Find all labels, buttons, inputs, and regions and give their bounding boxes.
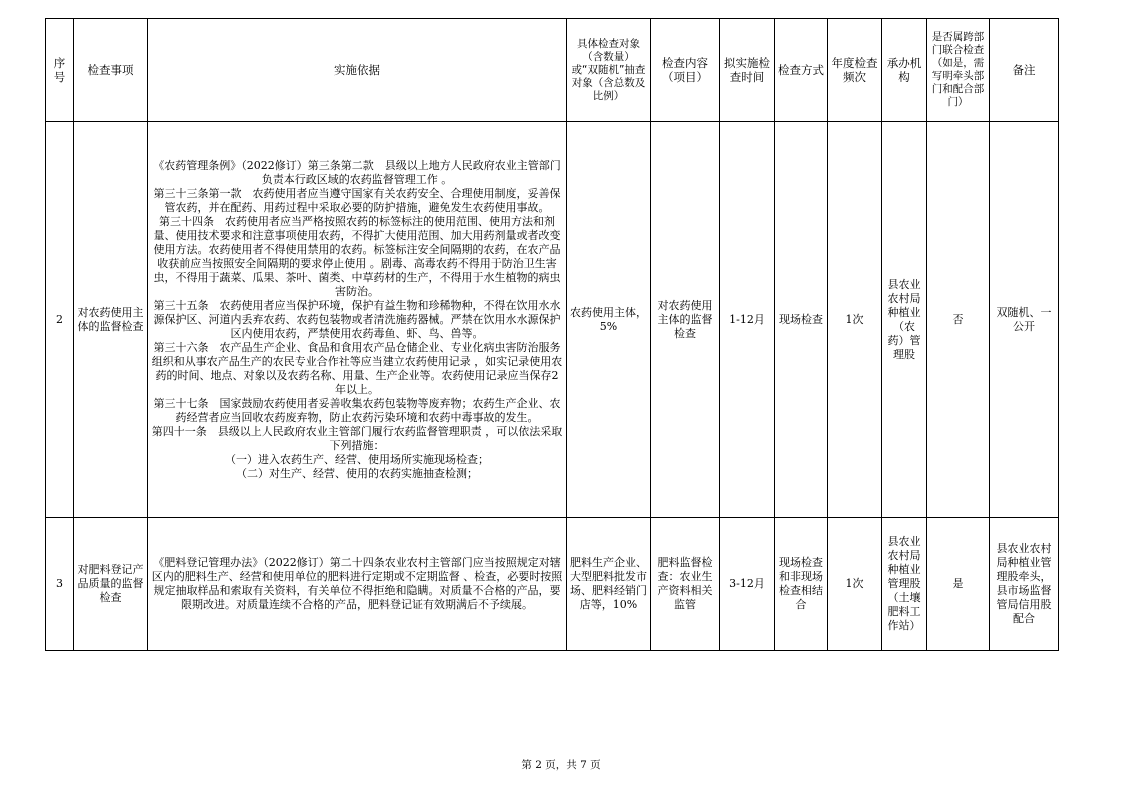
cell-method: 现场检查和非现场检查相结合 [775,518,828,651]
basis-paragraph: （二）对生产、经营、使用的农药实施抽查检测； [236,466,478,480]
cell-seq: 3 [46,518,74,651]
basis-paragraph: 第三十六条 农产品生产企业、食品和食用农产品仓储企业、专业化病虫害防治服务组织和从事农产品生产的农民专业合作社等应当建立农药使用记录 ，如实记录使用农药的时间、地点、对象以及农药名称、用量、生产企业等。农药使用记录应当保存2年以上。 [151,340,563,396]
header-remark: 备注 [990,19,1059,122]
cell-remark: 县农业农村局种植业管理股牵头，县市场监督管局信用股配合 [990,518,1059,651]
basis-paragraph: （一）进入农药生产、经营、使用场所实施现场检查； [225,452,489,466]
header-item: 检查事项 [74,19,148,122]
basis-paragraph: 第三十四条 农药使用者应当严格按照农药的标签标注的使用范围、使用方法和剂量、使用技术要求和注意事项使用农药，不得扩大使用范围、加大用药剂量或者改变使用方法。农药使用者不得使用禁用的农药。标签标注安全间隔期的农药，在农产品收获前应当按照安全间隔期的要求停止使用 。剧毒、高毒农药不得用于防治卫生害虫，不得用于蔬菜、瓜果、茶叶、菌类、中草药材的生产，不得用于水生植物的病虫害防治。 [153,214,561,298]
cell-content: 对农药使用主体的监督检查 [651,122,720,518]
cell-time: 1-12月 [720,122,775,518]
basis-paragraph: 第三十三条第一款 农药使用者应当遵守国家有关农药安全、合理使用制度，妥善保管农药，并在配药、用药过程中采取必要的防护措施，避免发生农药使用事故。 [153,186,561,214]
cell-item: 对肥料登记产品质量的监督检查 [74,518,148,651]
cell-seq: 2 [46,122,74,518]
cell-object: 肥料生产企业、大型肥料批发市场、肥料经销门店等，10% [567,518,651,651]
inspection-plan-table [45,18,1059,651]
header-method: 检查方式 [775,19,828,122]
cell-frequency: 1次 [828,518,882,651]
page-footer: 第 2 页，共 7 页 [521,759,601,771]
cell-method: 现场检查 [775,122,828,518]
cell-agency: 县农业农村局种植业管理股（土壤肥料工作站） [882,518,927,651]
cell-remark: 双随机、一公开 [990,122,1059,518]
header-agency: 承办机构 [882,19,927,122]
header-time: 拟实施检查时间 [720,19,775,122]
cell-content: 肥料监督检查：农业生产资料相关监管 [651,518,720,651]
cell-joint: 是 [927,518,990,651]
cell-basis [148,122,567,518]
table-row [46,122,1059,518]
basis-paragraph: 第四十一条 县级以上人民政府农业主管部门履行农药监督管理职责 ，可以依法采取下列措施： [151,424,563,452]
cell-time: 3-12月 [720,518,775,651]
header-joint: 是否属跨部门联合检查（如是，需写明牵头部门和配合部门） [927,19,990,122]
cell-frequency: 1次 [828,122,882,518]
header-content: 检查内容（项目） [651,19,720,122]
cell-item: 对农药使用主体的监督检查 [74,122,148,518]
header-frequency: 年度检查频次 [828,19,882,122]
cell-basis [148,518,567,651]
header-basis: 实施依据 [148,19,567,122]
header-object: 具体检查对象（含数量）或“双随机”抽查对象（含总数及比例） [567,19,651,122]
header-seq: 序号 [46,19,74,122]
basis-paragraph: 《农药管理条例》（2022修订）第三条第二款 县级以上地方人民政府农业主管部门负责本行政区域的农药监督管理工作 。 [153,158,561,186]
cell-joint: 否 [927,122,990,518]
basis-paragraph: 《肥料登记管理办法》（2022修订）第二十四条农业农村主管部门应当按照规定对辖区内的肥料生产、经营和使用单位的肥料进行定期或不定期监督 、检查，必要时按照规定抽取样品和索取有关资料，有关单位不得拒绝和隐瞒。对质量不合格的产品，要限期改进。对质量连续不合格的产品，肥料登记证有效期满后不予续展。 [151,556,563,611]
basis-paragraph: 第三十五条 农药使用者应当保护环境，保护有益生物和珍稀物种，不得在饮用水水源保护区、河道内丢弃农药、农药包装物或者清洗施药器械。严禁在饮用水水源保护区内使用农药，严禁使用农药毒鱼、虾、鸟、兽等。 [153,298,561,340]
basis-paragraph: 第三十七条 国家鼓励农药使用者妥善收集农药包装物等废弃物；农药生产企业、农药经营者应当回收农药废弃物，防止农药污染环境和农药中毒事故的发生。 [153,396,561,424]
cell-agency: 县农业农村局种植业（农药）管理股 [882,122,927,518]
table-header-row [46,19,1059,122]
table-row [46,518,1059,651]
cell-object: 农药使用主体，5% [567,122,651,518]
